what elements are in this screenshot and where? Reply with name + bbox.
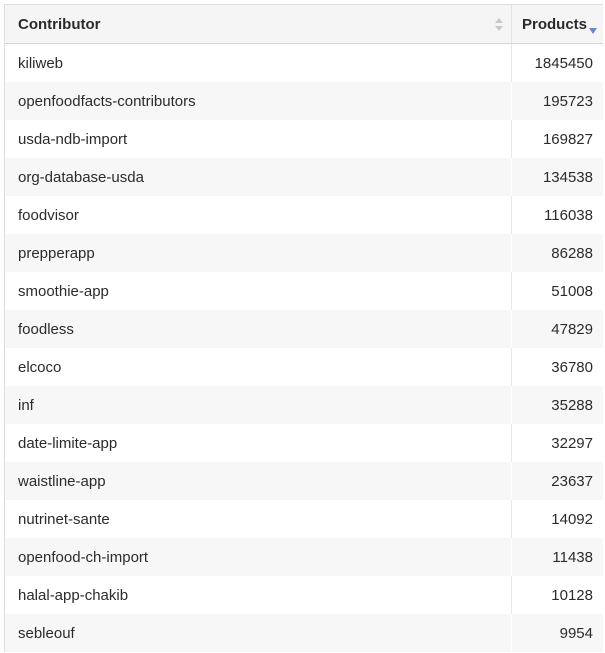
table-row <box>5 120 603 158</box>
table-row <box>5 576 603 614</box>
table-row <box>5 234 603 272</box>
table-row <box>5 44 603 83</box>
products-count-cell: 32297 <box>511 424 603 462</box>
contributors-table <box>5 4 603 652</box>
products-count-cell: 134538 <box>511 158 603 196</box>
table-row <box>5 348 603 386</box>
contributor-cell: date-limite-app <box>5 424 511 462</box>
header-row <box>5 5 603 44</box>
contributor-cell: org-database-usda <box>5 158 511 196</box>
table-row <box>5 424 603 462</box>
products-count-cell: 14092 <box>511 500 603 538</box>
contributor-cell: halal-app-chakib <box>5 576 511 614</box>
table-row <box>5 310 603 348</box>
table-row <box>5 272 603 310</box>
products-count-cell: 195723 <box>511 82 603 120</box>
products-count-cell: 116038 <box>511 196 603 234</box>
products-count-cell: 1845450 <box>511 44 603 83</box>
contributor-cell: elcoco <box>5 348 511 386</box>
products-count-cell: 86288 <box>511 234 603 272</box>
table-row <box>5 158 603 196</box>
contributor-cell: sebleouf <box>5 614 511 652</box>
products-count-cell: 11438 <box>511 538 603 576</box>
table-row <box>5 196 603 234</box>
contributor-cell: openfood-ch-import <box>5 538 511 576</box>
products-count-cell: 36780 <box>511 348 603 386</box>
table-row <box>5 614 603 652</box>
table-row <box>5 82 603 120</box>
contributor-cell: waistline-app <box>5 462 511 500</box>
contributor-cell: usda-ndb-import <box>5 120 511 158</box>
contributor-cell: foodless <box>5 310 511 348</box>
table-row <box>5 538 603 576</box>
contributor-cell: kiliweb <box>5 44 511 83</box>
products-count-cell: 35288 <box>511 386 603 424</box>
products-count-cell: 9954 <box>511 614 603 652</box>
table-row <box>5 462 603 500</box>
contributor-cell: nutrinet-sante <box>5 500 511 538</box>
table-body <box>5 44 603 653</box>
table-row <box>5 386 603 424</box>
products-count-cell: 23637 <box>511 462 603 500</box>
contributor-cell: inf <box>5 386 511 424</box>
products-header-label: Products <box>521 15 587 33</box>
products-count-cell: 10128 <box>511 576 603 614</box>
contributor-cell: foodvisor <box>5 196 511 234</box>
table-row <box>5 500 603 538</box>
products-count-cell: 47829 <box>511 310 603 348</box>
products-count-cell: 169827 <box>511 120 603 158</box>
products-count-cell: 51008 <box>511 272 603 310</box>
contributors-table-container <box>4 4 602 652</box>
contributor-header-label: Contributor <box>18 15 101 33</box>
contributor-column-header[interactable] <box>5 5 511 44</box>
contributor-cell: prepperapp <box>5 234 511 272</box>
sort-unsorted-icon <box>495 18 503 32</box>
contributor-cell: smoothie-app <box>5 272 511 310</box>
table-header <box>5 5 603 44</box>
products-column-header[interactable] <box>511 5 603 44</box>
sort-descending-icon <box>589 28 597 34</box>
contributor-cell: openfoodfacts-contributors <box>5 82 511 120</box>
